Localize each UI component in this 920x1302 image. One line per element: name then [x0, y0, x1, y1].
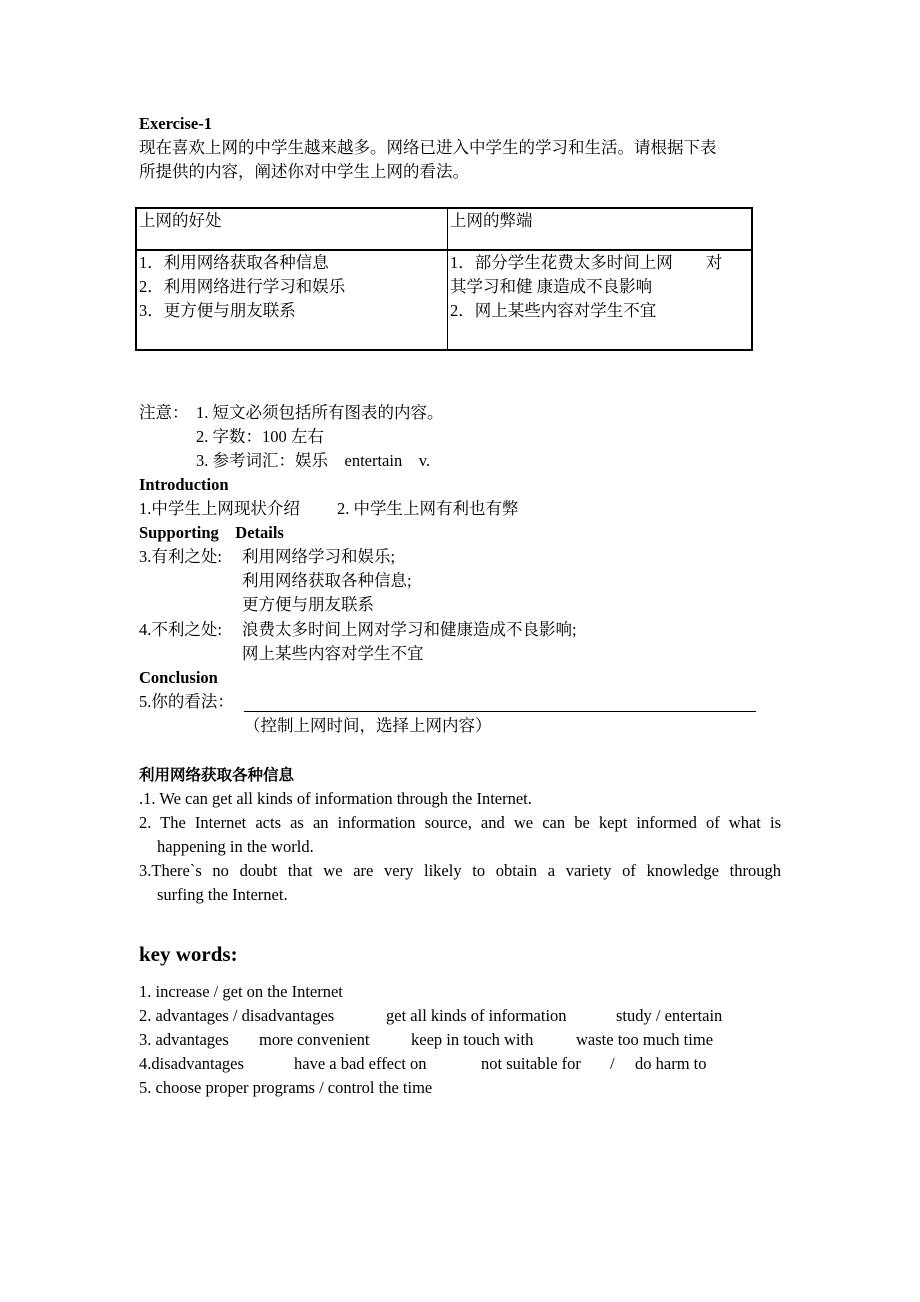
- keyword: 3. advantages: [139, 1030, 229, 1049]
- disadvantages-label: 4.不利之处:: [139, 620, 222, 639]
- advantage-item: 利用网络获取各种信息;: [242, 571, 412, 590]
- pro-item: 3．更方便与朋友联系: [139, 301, 296, 320]
- opinion-label: 5.你的看法：: [139, 692, 234, 711]
- advantage-item: 利用网络学习和娱乐;: [242, 547, 396, 566]
- con-item: 其学习和健 康造成不良影响: [450, 277, 653, 296]
- advantage-item: 更方便与朋友联系: [242, 595, 374, 614]
- keyword: have a bad effect on: [294, 1054, 427, 1073]
- keyword: waste too much time: [576, 1030, 714, 1049]
- keyword: get all kinds of information: [386, 1006, 567, 1025]
- pro-item: 1．利用网络获取各种信息: [139, 253, 329, 272]
- pros-cons-table: [135, 207, 753, 351]
- introduction-heading: Introduction: [139, 475, 229, 494]
- keyword: do harm to: [635, 1054, 707, 1073]
- keywords-row-1: 1. increase / get on the Internet: [139, 982, 343, 1001]
- pros-cell: [136, 250, 448, 350]
- disadvantage-item: 浪费太多时间上网对学习和健康造成不良影响;: [242, 620, 577, 639]
- advantages-label: 3.有利之处:: [139, 547, 222, 566]
- example-sentence: 2. The Internet acts as an information source, and we can be kept informed of what is: [139, 813, 781, 832]
- keyword-separator: /: [610, 1054, 615, 1073]
- keywords-row-5: 5. choose proper programs / control the time: [139, 1078, 433, 1097]
- note-item: 1. 短文必须包括所有图表的内容。: [196, 403, 444, 422]
- con-item: 2．网上某些内容对学生不宜: [450, 301, 657, 320]
- keyword: 2. advantages / disadvantages: [139, 1006, 335, 1025]
- introduction-line: 1.中学生上网现状介绍 2. 中学生上网有利也有弊: [139, 499, 519, 518]
- keyword: 4.disadvantages: [139, 1054, 244, 1073]
- prompt-line-2: 所提供的内容，阐述你对中学生上网的看法。: [139, 162, 469, 181]
- keywords-heading: key words:: [139, 942, 238, 966]
- note-item: 3. 参考词汇：娱乐 entertain v.: [196, 451, 431, 470]
- example-sentence: .1. We can get all kinds of information through the Internet.: [139, 789, 532, 808]
- pros-header: 上网的好处: [136, 208, 448, 250]
- note-item: 2. 字数：100 左右: [196, 427, 324, 446]
- cons-header: 上网的弊端: [448, 208, 753, 250]
- keyword: more convenient: [259, 1030, 370, 1049]
- disadvantage-item: 网上某些内容对学生不宜: [242, 644, 424, 663]
- opinion-blank-line: [244, 711, 756, 712]
- prompt-line-1: 现在喜欢上网的中学生越来越多。网络已进入中学生的学习和生活。请根据下表: [139, 138, 717, 157]
- example-sentence: 3.There`s no doubt that we are very likely to obtain a variety of knowledge through: [139, 861, 781, 880]
- opinion-hint: （控制上网时间，选择上网内容）: [244, 716, 492, 735]
- supporting-heading: Supporting Details: [139, 523, 284, 542]
- example-sentence-cont: surfing the Internet.: [157, 885, 288, 904]
- con-item: 1．部分学生花费太多时间上网 对: [450, 253, 723, 272]
- notes-label: 注意：: [139, 403, 189, 422]
- examples-heading: 利用网络获取各种信息: [139, 766, 295, 784]
- example-sentence-cont: happening in the world.: [157, 837, 314, 856]
- keyword: not suitable for: [481, 1054, 581, 1073]
- pro-item: 2．利用网络进行学习和娱乐: [139, 277, 346, 296]
- exercise-title: Exercise-1: [139, 114, 213, 133]
- keyword: study / entertain: [616, 1006, 723, 1025]
- keyword: keep in touch with: [411, 1030, 534, 1049]
- cons-cell: [448, 250, 753, 350]
- conclusion-heading: Conclusion: [139, 668, 218, 687]
